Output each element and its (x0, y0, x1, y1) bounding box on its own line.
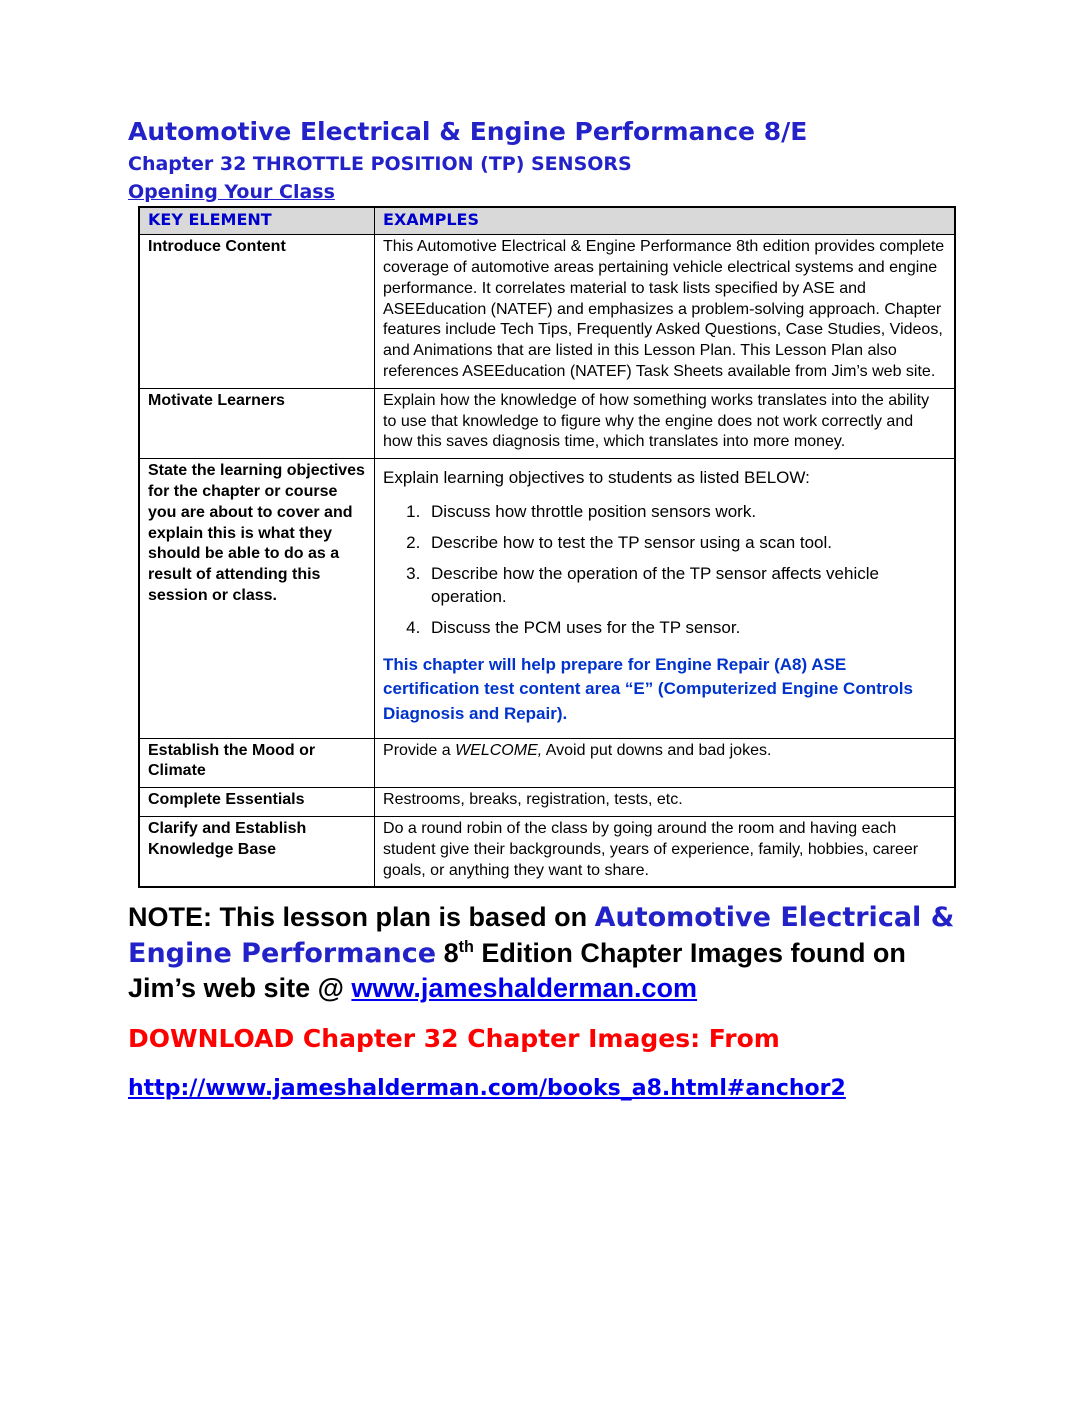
note-edition-sup: th (458, 937, 474, 956)
table-row (139, 388, 955, 458)
objective-item: 1. Discuss how throttle position sensors work. (425, 501, 946, 523)
note-suffix: Edition Chapter Images found on Jim’s web site @ (128, 937, 906, 1003)
doc-subtitle: Chapter 32 THROTTLE POSITION (TP) SENSORS (128, 152, 632, 175)
table-row (139, 459, 955, 738)
jims-web-site-link[interactable]: www.jameshalderman.com (351, 972, 698, 1003)
examples-cell: Restrooms, breaks, registration, tests, etc. (375, 788, 955, 817)
key-element-cell: Establish the Mood or Climate (139, 738, 375, 788)
examples-cell: This Automotive Electrical & Engine Performance 8th edition provides complete coverage of automotive areas pertaining vehicle electrical systems and engine performance. It correlates material to task lists specified by ASE and ASEEducation (NATEF) and emphasizes a problem-solving approach. Chapter features include Tech Tips, Frequently Asked Questions, Case Studies, Videos, and Animations that are listed in this Lesson Plan. This Lesson Plan also references ASEEducation (NATEF) Task Sheets available from Jim’s web site. (375, 235, 955, 389)
download-url-link[interactable]: http://www.jameshalderman.com/books_a8.html#anchor2 (128, 1075, 846, 1101)
key-element-cell: Motivate Learners (139, 388, 375, 458)
lesson-table-head (139, 207, 955, 234)
key-element-cell: Complete Essentials (139, 788, 375, 817)
table-row (139, 788, 955, 817)
lesson-plan-table (138, 206, 956, 888)
note-book-title: Automotive Electrical & Engine Performance (128, 902, 955, 969)
key-element-cell: Clarify and Establish Knowledge Base (139, 817, 375, 888)
note-paragraph (128, 900, 960, 1005)
key-element-cell: State the learning objectives for the chapter or course you are about to cover and explain this is what they should be able to do as a result of attending this session or class. (139, 459, 375, 738)
key-element-cell: Introduce Content (139, 235, 375, 389)
objectives-list (383, 501, 946, 638)
examples-cell (375, 459, 955, 738)
examples-text: Avoid put downs and bad jokes. (542, 741, 772, 759)
table-row (139, 817, 955, 888)
doc-title: Automotive Electrical & Engine Performance 8/E (128, 117, 808, 146)
col-header-key-element: KEY ELEMENT (139, 207, 375, 234)
table-row (139, 235, 955, 389)
examples-cell: Do a round robin of the class by going around the room and having each student give their backgrounds, years of experience, family, hobbies, career goals, or anything they want to share. (375, 817, 955, 888)
examples-cell (375, 738, 955, 788)
objective-item: 4. Discuss the PCM uses for the TP sensor. (425, 617, 946, 639)
objective-item: 2. Describe how to test the TP sensor using a scan tool. (425, 532, 946, 554)
examples-text-italic: WELCOME, (455, 741, 543, 759)
note-edition-num: 8 (436, 937, 459, 968)
examples-text: Provide a (383, 741, 456, 759)
objectives-intro: Explain learning objectives to students as listed BELOW: (383, 468, 810, 488)
ase-certification-note: This chapter will help prepare for Engine Repair (A8) ASE certification test content area “E” (Computerized Engine Controls Diagnosis and Repair). (383, 654, 913, 724)
section-heading: Opening Your Class (128, 180, 335, 203)
note-prefix: NOTE: This lesson plan is based on (128, 902, 595, 933)
examples-cell: Explain how the knowledge of how something works translates into the ability to use that knowledge to figure why the engine does not work correctly and how this saves diagnosis time, which translates into more money. (375, 388, 955, 458)
header-row (139, 207, 955, 234)
objective-item: 3. Describe how the operation of the TP sensor affects vehicle operation. (425, 563, 946, 607)
lesson-table-body (139, 235, 955, 888)
col-header-examples: EXAMPLES (375, 207, 955, 234)
download-heading: DOWNLOAD Chapter 32 Chapter Images: From (128, 1023, 780, 1053)
table-row (139, 738, 955, 788)
